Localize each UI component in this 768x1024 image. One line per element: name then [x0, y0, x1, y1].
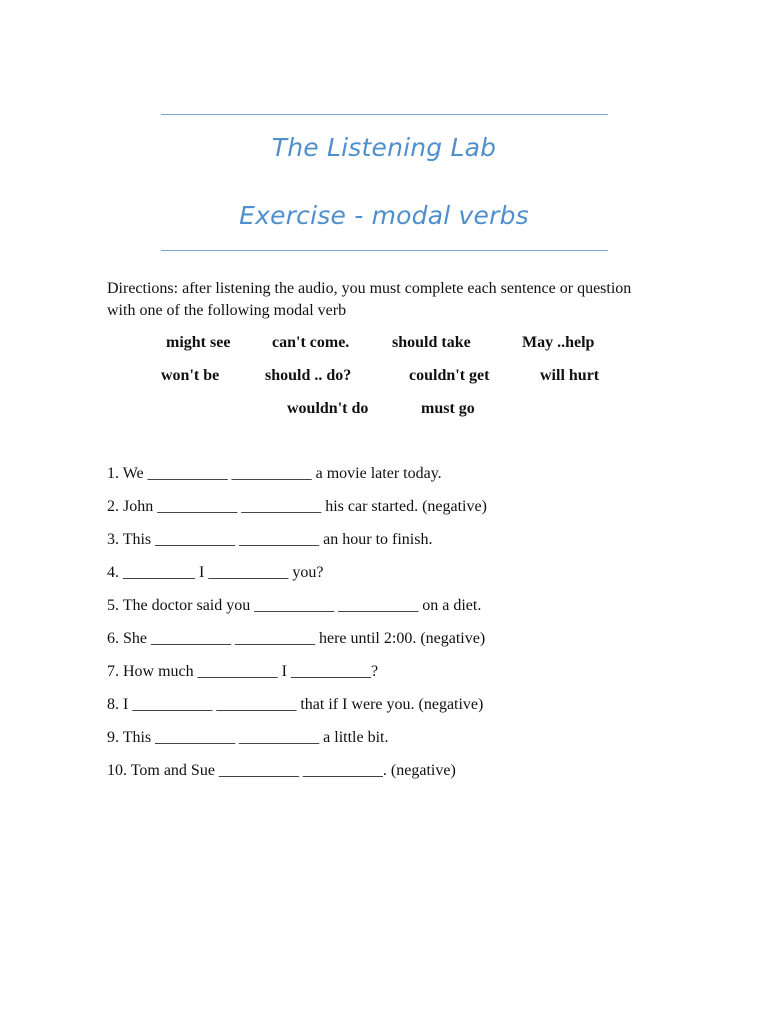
exercise-item: 4. _________ I __________ you? — [107, 564, 324, 581]
exercise-item: 8. I __________ __________ that if I were you. (negative) — [107, 696, 484, 713]
exercise-item: 6. She __________ __________ here until 2:00. (negative) — [107, 630, 486, 647]
exercise-subtitle: Exercise - modal verbs — [239, 201, 529, 230]
word-bank-item: won't be — [161, 367, 220, 384]
exercise-item: 3. This __________ __________ an hour to finish. — [107, 531, 433, 548]
exercise-item: 2. John __________ __________ his car started. (negative) — [107, 498, 487, 515]
word-bank-item: couldn't get — [409, 367, 490, 384]
word-bank-item: can't come. — [272, 334, 350, 351]
word-bank-item: might see — [166, 334, 231, 351]
exercise-item: 10. Tom and Sue __________ __________. (negative) — [107, 762, 456, 779]
exercise-item: 9. This __________ __________ a little bit. — [107, 729, 389, 746]
page-title: The Listening Lab — [271, 133, 497, 162]
exercise-item: 5. The doctor said you __________ __________ on a diet. — [107, 597, 482, 614]
header-bottom-rule — [161, 250, 608, 251]
exercise-list — [107, 463, 667, 793]
exercise-item: 7. How much __________ I __________? — [107, 663, 379, 680]
header-top-rule — [161, 114, 608, 115]
word-bank-item: May ..help — [522, 334, 595, 351]
word-bank-item: should take — [392, 334, 471, 351]
directions-text: Directions: after listening the audio, you must complete each sentence or question with one of the following modal verb — [107, 280, 632, 319]
word-bank-item: should .. do? — [265, 367, 352, 384]
word-bank-item: wouldn't do — [287, 400, 369, 417]
word-bank-item: must go — [421, 400, 475, 417]
word-bank-item: will hurt — [540, 367, 600, 384]
exercise-item: 1. We __________ __________ a movie later today. — [107, 465, 442, 482]
